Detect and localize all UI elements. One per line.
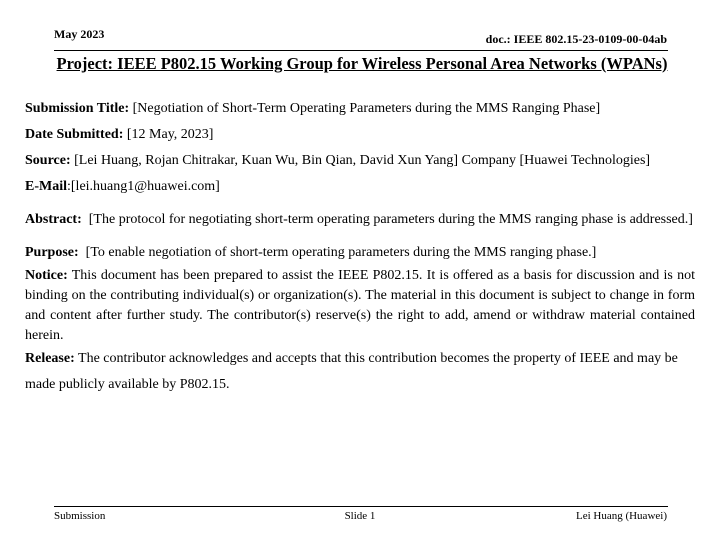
- notice-field: [25, 266, 695, 346]
- release-value: The contributor acknowledges and accepts that this contribution becomes the property of IEEE and may be made publicly available by P802.15.: [25, 351, 678, 392]
- header-doc-id: doc.: IEEE 802.15-23-0109-00-04ab: [485, 32, 667, 46]
- abstract-value: [The protocol for negotiating short-term operating parameters during the MMS ranging phase is addressed.]: [88, 212, 693, 227]
- source-field: [25, 148, 695, 174]
- slide-body: [25, 96, 695, 398]
- email-label: E-Mail: [25, 179, 67, 194]
- purpose-label: Purpose:: [25, 245, 79, 260]
- email-value: :[lei.huang1@huawei.com]: [67, 179, 220, 194]
- notice-label: Notice:: [25, 268, 68, 283]
- abstract-field: [25, 207, 695, 233]
- release-label: Release:: [25, 351, 75, 366]
- release-field: [25, 346, 695, 398]
- footer-rule: [54, 506, 668, 507]
- footer-slide-number: Slide 1: [344, 510, 376, 522]
- purpose-value: [To enable negotiation of short-term operating parameters during the MMS ranging phase.]: [85, 245, 597, 260]
- date-submitted-value: [12 May, 2023]: [126, 127, 214, 142]
- notice-value: This document has been prepared to assist the IEEE P802.15. It is offered as a basis for discussion and is not binding on the contributing individual(s) or organization(s). The material in this document is subject to change in form and content after further study. The contributor(s) reserve(s) the right to add, amend or withdraw material contained herein.: [25, 268, 695, 343]
- abstract-label: Abstract:: [25, 212, 82, 227]
- date-submitted-label: Date Submitted:: [25, 127, 124, 142]
- submission-title-label: Submission Title:: [25, 101, 130, 116]
- submission-title-field: [25, 96, 695, 122]
- header-date: May 2023: [54, 27, 105, 41]
- footer-submission: Submission: [54, 510, 106, 522]
- footer-author: Lei Huang (Huawei): [575, 510, 667, 522]
- date-submitted-field: [25, 122, 695, 148]
- header-rule: [54, 50, 668, 51]
- purpose-field: [25, 240, 695, 266]
- project-title: Project: IEEE P802.15 Working Group for Wireless Personal Area Networks (WPANs): [56, 54, 668, 73]
- submission-title-value: [Negotiation of Short-Term Operating Parameters during the MMS Ranging Phase]: [132, 101, 601, 116]
- email-field: [25, 174, 695, 200]
- source-label: Source:: [25, 153, 71, 168]
- source-value: [Lei Huang, Rojan Chitrakar, Kuan Wu, Bin Qian, David Xun Yang] Company [Huawei Technologies]: [74, 153, 651, 168]
